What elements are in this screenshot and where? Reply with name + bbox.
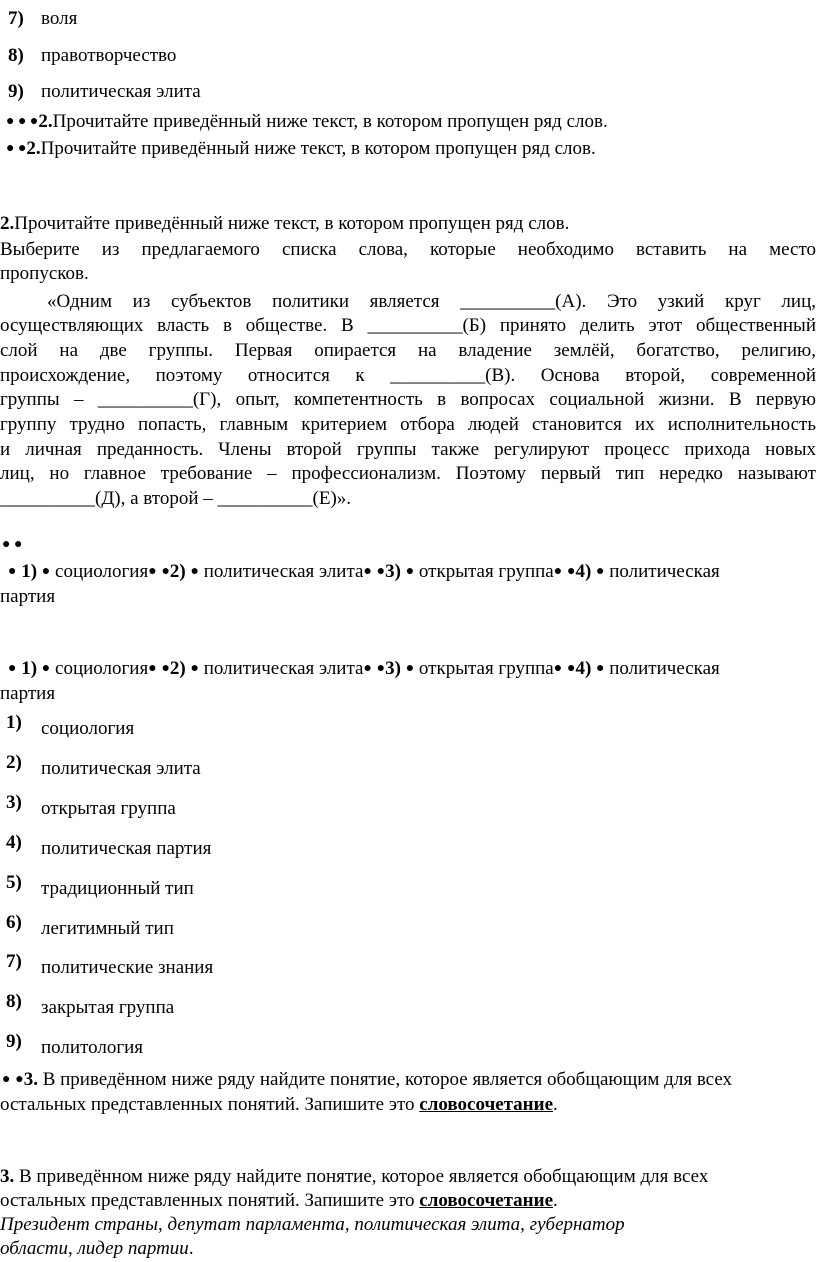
option-item: [0, 990, 816, 1020]
bullet-icon: ●: [566, 564, 576, 579]
bullet-icon: ●: [190, 661, 199, 676]
option-text: социология: [55, 561, 149, 582]
list-item: [0, 44, 816, 68]
keyword: словосочетание: [419, 1094, 554, 1115]
task-number: 2.: [0, 213, 15, 234]
bullet-icon: ●: [405, 661, 415, 676]
gap-text-line: слой на две группы. Первая опирается на владение землёй, богатство, религию,: [0, 340, 816, 361]
bullet-icon: ●: [2, 1072, 11, 1087]
bullet-icon: ●: [405, 564, 415, 579]
term-series-line: [0, 1237, 816, 1261]
bullet-icon: ● ● ●: [6, 114, 39, 129]
option-text: политическая: [609, 658, 720, 679]
option-number: 8): [6, 991, 22, 1012]
task-header-repeat: [6, 137, 816, 163]
option-text: политология: [41, 1037, 144, 1058]
inline-options-wrap: партия: [0, 586, 56, 607]
item-number: 9): [8, 81, 24, 102]
task-number: 3.: [23, 1069, 38, 1090]
task-title: Прочитайте приведённый ниже текст, в котором пропущен ряд слов.: [40, 138, 596, 159]
bullet-icon: ●: [553, 661, 563, 676]
gap-text-line: группу трудно попасть, главным критерием отбора людей становится их исполнительность: [0, 414, 816, 435]
task-text: остальных представленных понятий. Запишите это: [0, 1190, 415, 1211]
gap-text-line: лиц, но главное требование – профессионализм. Поэтому первый тип нередко называют: [0, 463, 816, 484]
item-text: политическая элита: [41, 81, 201, 102]
item-number: 7): [8, 8, 24, 29]
option-number: 5): [6, 872, 22, 893]
option-number: 6): [6, 912, 22, 933]
separator: ,: [344, 1214, 355, 1235]
term: Президент страны: [0, 1214, 158, 1235]
separator: ,: [68, 1238, 78, 1259]
option-number: 3): [385, 561, 401, 582]
option-item: [0, 950, 816, 980]
option-number: 3): [6, 792, 22, 813]
option-number: 1): [21, 561, 38, 582]
bullet-icon: ●: [148, 564, 157, 579]
task-instruction-line: пропусков.: [0, 263, 89, 284]
list-item: [0, 80, 816, 104]
gap-text-line: «Одним из субъектов политики является __________(А). Это узкий круг лиц,: [47, 291, 816, 312]
option-text: закрытая группа: [41, 997, 175, 1018]
bullet-icon: ● ●: [6, 141, 27, 156]
bullet-icon: ●: [376, 564, 386, 579]
task-number: 2.: [38, 111, 53, 132]
task-text: остальных представленных понятий. Запишите это: [0, 1094, 415, 1115]
bullet-icon: ●: [363, 661, 372, 676]
gap-text-line: и личная преданность. Члены второй группы также регулируют процесс прихода новых: [0, 439, 816, 460]
option-text: открытая группа: [41, 798, 176, 819]
bullet-icon: ●: [363, 564, 372, 579]
bullet-icon: ● ●: [2, 537, 23, 552]
period: .: [553, 1094, 558, 1115]
task-title: Прочитайте приведённый ниже текст, в котором пропущен ряд слов.: [52, 111, 608, 132]
bullet-icon: ●: [190, 564, 199, 579]
task-instruction-line: Выберите из предлагаемого списка слова, которые необходимо вставить на место: [0, 239, 816, 260]
inline-options-line: [8, 560, 816, 586]
option-number: 1): [6, 712, 22, 733]
list-item: [0, 7, 816, 31]
bullet-icon: ●: [596, 661, 605, 676]
option-number: 1): [21, 658, 38, 679]
option-text: открытая группа: [418, 658, 554, 679]
option-text: социология: [55, 658, 149, 679]
bullet-icon: ●: [15, 1072, 24, 1087]
bullet-icon: ●: [596, 564, 605, 579]
item-number: 8): [8, 45, 24, 66]
option-number: 4): [575, 658, 592, 679]
bullet-icon: ●: [553, 564, 563, 579]
option-item: [0, 711, 816, 741]
bullet-icon: ●: [376, 661, 386, 676]
option-number: 2): [169, 658, 186, 679]
option-number: 4): [575, 561, 592, 582]
period: .: [188, 1238, 194, 1259]
task-text-line: [0, 1093, 816, 1117]
task-text: В приведённом ниже ряду найдите понятие, которое является обобщающим для всех: [19, 1166, 709, 1187]
option-text: открытая группа: [418, 561, 554, 582]
option-number: 2): [169, 561, 186, 582]
bullet-icon: ●: [566, 661, 576, 676]
option-text: политическая: [609, 561, 720, 582]
term: области: [0, 1238, 69, 1259]
option-text: легитимный тип: [41, 918, 174, 939]
item-text: воля: [41, 8, 78, 29]
task-text: В приведённом ниже ряду найдите понятие, которое является обобщающим для всех: [42, 1069, 733, 1090]
separator: ,: [520, 1214, 530, 1235]
bullet-icon: ●: [148, 661, 157, 676]
bullet-icon: ●: [41, 661, 51, 676]
item-text: правотворчество: [41, 45, 177, 66]
option-text: политическая элита: [41, 758, 201, 779]
option-item: [0, 911, 816, 941]
option-text: политические знания: [41, 957, 214, 978]
gap-text-line: __________(Д), а второй – __________(Е)».: [0, 488, 352, 509]
task-number: 2.: [26, 138, 41, 159]
inline-options-wrap: партия: [0, 683, 56, 704]
task-header-repeat: [2, 1068, 816, 1094]
option-number: 7): [6, 951, 22, 972]
term: депутат парламента: [167, 1214, 345, 1235]
option-item: [0, 871, 816, 901]
term: лидер партии: [77, 1238, 189, 1259]
separator: ,: [157, 1214, 168, 1235]
inline-options-line: [8, 657, 816, 683]
bullet-icon: ●: [8, 564, 17, 579]
option-text: социология: [41, 718, 135, 739]
option-text: политическая партия: [41, 838, 212, 859]
task-header-repeat: [6, 110, 816, 136]
task-header: [0, 1165, 816, 1189]
option-text: политическая элита: [203, 658, 364, 679]
option-text: политическая элита: [203, 561, 364, 582]
term-series-line: [0, 1213, 816, 1237]
gap-text-line: группы – __________(Г), опыт, компетентность в вопросах социальной жизни. В первую: [0, 389, 816, 410]
bullet-icon: ●: [161, 661, 170, 676]
bullet-icon: ●: [8, 661, 17, 676]
option-item: [0, 831, 816, 861]
option-text: традиционный тип: [41, 878, 194, 899]
period: .: [553, 1190, 558, 1211]
task-number: 3.: [0, 1166, 15, 1187]
task-text-line: [0, 1189, 816, 1213]
option-item: [0, 751, 816, 781]
option-number: 4): [6, 832, 22, 853]
keyword: словосочетание: [419, 1190, 554, 1211]
task-header: [0, 212, 816, 236]
option-item: [0, 791, 816, 821]
gap-text-line: осуществляющих власть в обществе. В __________(Б) принято делить этот общественный: [0, 315, 816, 336]
bullet-icon: ●: [161, 564, 170, 579]
option-item: [0, 1030, 816, 1060]
bullet-icon: ●: [41, 564, 51, 579]
task-title: Прочитайте приведённый ниже текст, в котором пропущен ряд слов.: [14, 213, 570, 234]
gap-text-line: происхождение, поэтому относится к __________(В). Основа второй, современной: [0, 365, 816, 386]
option-number: 3): [385, 658, 401, 679]
term: губернатор: [529, 1214, 625, 1235]
option-number: 9): [6, 1031, 22, 1052]
term: политическая элита: [354, 1214, 521, 1235]
option-number: 2): [6, 752, 22, 773]
